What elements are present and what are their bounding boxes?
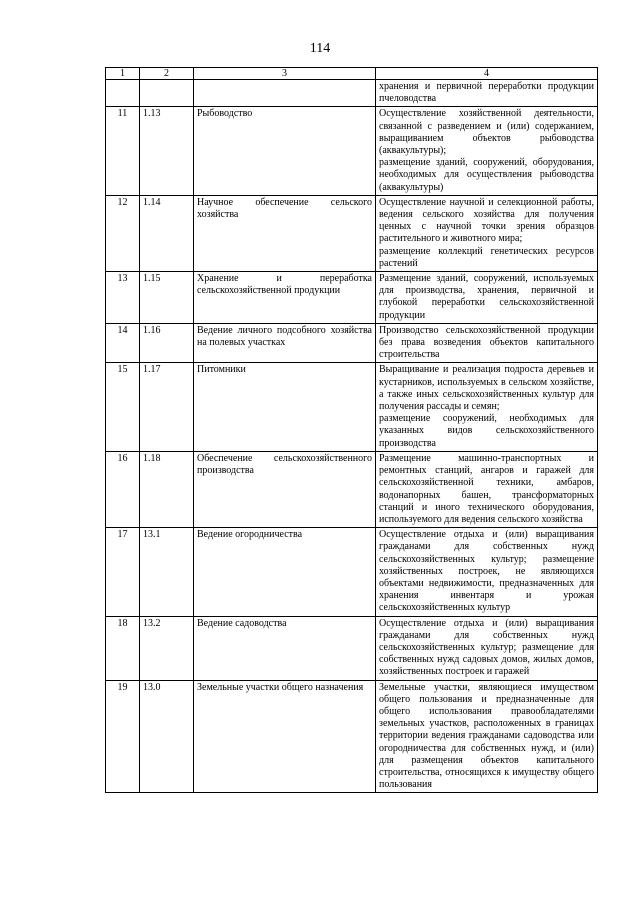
row-description-cell [376,323,598,363]
table-row [106,616,598,680]
table-row [106,107,598,195]
row-name-cell: Научное обеспечение сельского хозяйства [194,195,376,271]
description-paragraph: Земельные участки, являющиеся имуществом общего пользования и предназначенные для общего использования правообладателями земельных участков, расположенных в границах территории ведения гражданами садоводства или огородничества для собственных нужд, и (или) для размещения объектов капитального строительства, относящихся к имуществу общего пользования [379,681,594,791]
row-name-cell: Ведение огородничества [194,528,376,616]
row-code-cell: 13.1 [140,528,194,616]
row-description-cell [376,195,598,271]
row-name-cell: Ведение садоводства [194,616,376,680]
table-row [106,272,598,324]
description-paragraph: Выращивание и реализация подроста деревьев и кустарников, используемых в сельском хозяйстве, а также иных сельскохозяйственных культур для получения рассады и семян; [379,364,594,413]
land-use-table [105,67,598,793]
row-description-cell [376,107,598,195]
description-paragraph: Осуществление отдыха и (или) выращивания гражданами для собственных нужд сельскохозяйственных культур; размещение хозяйственных построек, не являющихся объектами недвижимости, предназначенных для хранения инвентаря и урожая сельскохозяйственных культур [379,529,594,614]
row-number-cell: 15 [106,363,140,451]
continuation-code-cell [140,80,194,107]
table-row [106,680,598,793]
row-code-cell: 1.13 [140,107,194,195]
row-description-cell [376,616,598,680]
description-paragraph: хранения и первичной переработки продукции пчеловодства [379,81,594,105]
description-paragraph: Осуществление отдыха и (или) выращивания гражданами для собственных нужд сельскохозяйственных культур; размещение для собственных нужд садовых домов, жилых домов, хозяйственных построек и гаражей [379,617,594,678]
row-name-cell: Ведение личного подсобного хозяйства на полевых участках [194,323,376,363]
column-header-number: 1 [106,68,140,80]
page-number: 114 [309,41,331,56]
description-paragraph: Осуществление научной и селекционной работы, ведения сельского хозяйства для получения ценных с научной точки зрения образцов растительного и животного мира; [379,196,594,245]
table-row [106,323,598,363]
description-paragraph: размещение зданий, сооружений, оборудования, необходимых для осуществления рыбоводства (аквакультуры) [379,157,594,193]
row-number-cell: 12 [106,195,140,271]
row-name-cell: Хранение и переработка сельскохозяйственной продукции [194,272,376,324]
row-code-cell: 1.14 [140,195,194,271]
row-description-cell [376,680,598,793]
column-header-name: 3 [194,68,376,80]
row-number-cell: 11 [106,107,140,195]
description-paragraph: размещение сооружений, необходимых для указанных видов сельскохозяйственного производства [379,413,594,449]
row-number-cell: 18 [106,616,140,680]
continuation-name-cell [194,80,376,107]
row-code-cell: 1.18 [140,451,194,527]
row-description-cell [376,363,598,451]
row-description-cell [376,451,598,527]
row-description-cell [376,528,598,616]
row-number-cell: 17 [106,528,140,616]
row-code-cell: 1.16 [140,323,194,363]
column-header-code: 2 [140,68,194,80]
continuation-row [106,80,598,107]
description-paragraph: Производство сельскохозяйственной продукции без права возведения объектов капитального строительства [379,324,594,361]
table-row [106,363,598,451]
row-code-cell: 1.17 [140,363,194,451]
row-name-cell: Рыбоводство [194,107,376,195]
description-paragraph: размещение коллекций генетических ресурсов растений [379,245,594,269]
row-name-cell: Питомники [194,363,376,451]
row-number-cell: 19 [106,680,140,793]
row-number-cell: 14 [106,323,140,363]
table-body [106,80,598,793]
row-description-cell [376,272,598,324]
description-paragraph: Размещение зданий, сооружений, используемых для производства, хранения, первичной и глубокой переработки сельскохозяйственной продукции [379,273,594,321]
row-number-cell: 16 [106,451,140,527]
row-name-cell: Обеспечение сельскохозяйственного производства [194,451,376,527]
row-code-cell: 1.15 [140,272,194,324]
column-header-description: 4 [376,68,598,80]
row-code-cell: 13.2 [140,616,194,680]
table-row [106,528,598,616]
table-row [106,195,598,271]
description-paragraph: Размещение машинно-транспортных и ремонтных станций, ангаров и гаражей для сельскохозяйственной техники, амбаров, водонапорных башен, трансформаторных станций и иного технического оборудования, используемого для ведения сельского хозяйства [379,452,594,525]
row-name-cell: Земельные участки общего назначения [194,680,376,793]
continuation-number-cell [106,80,140,107]
table-header-row [106,68,598,80]
row-number-cell: 13 [106,272,140,324]
description-paragraph: Осуществление хозяйственной деятельности, связанной с разведением и (или) содержанием, выращиванием объектов рыбоводства (аквакультуры); [379,108,594,157]
continuation-description-cell [376,80,598,107]
row-code-cell: 13.0 [140,680,194,793]
table-row [106,451,598,527]
